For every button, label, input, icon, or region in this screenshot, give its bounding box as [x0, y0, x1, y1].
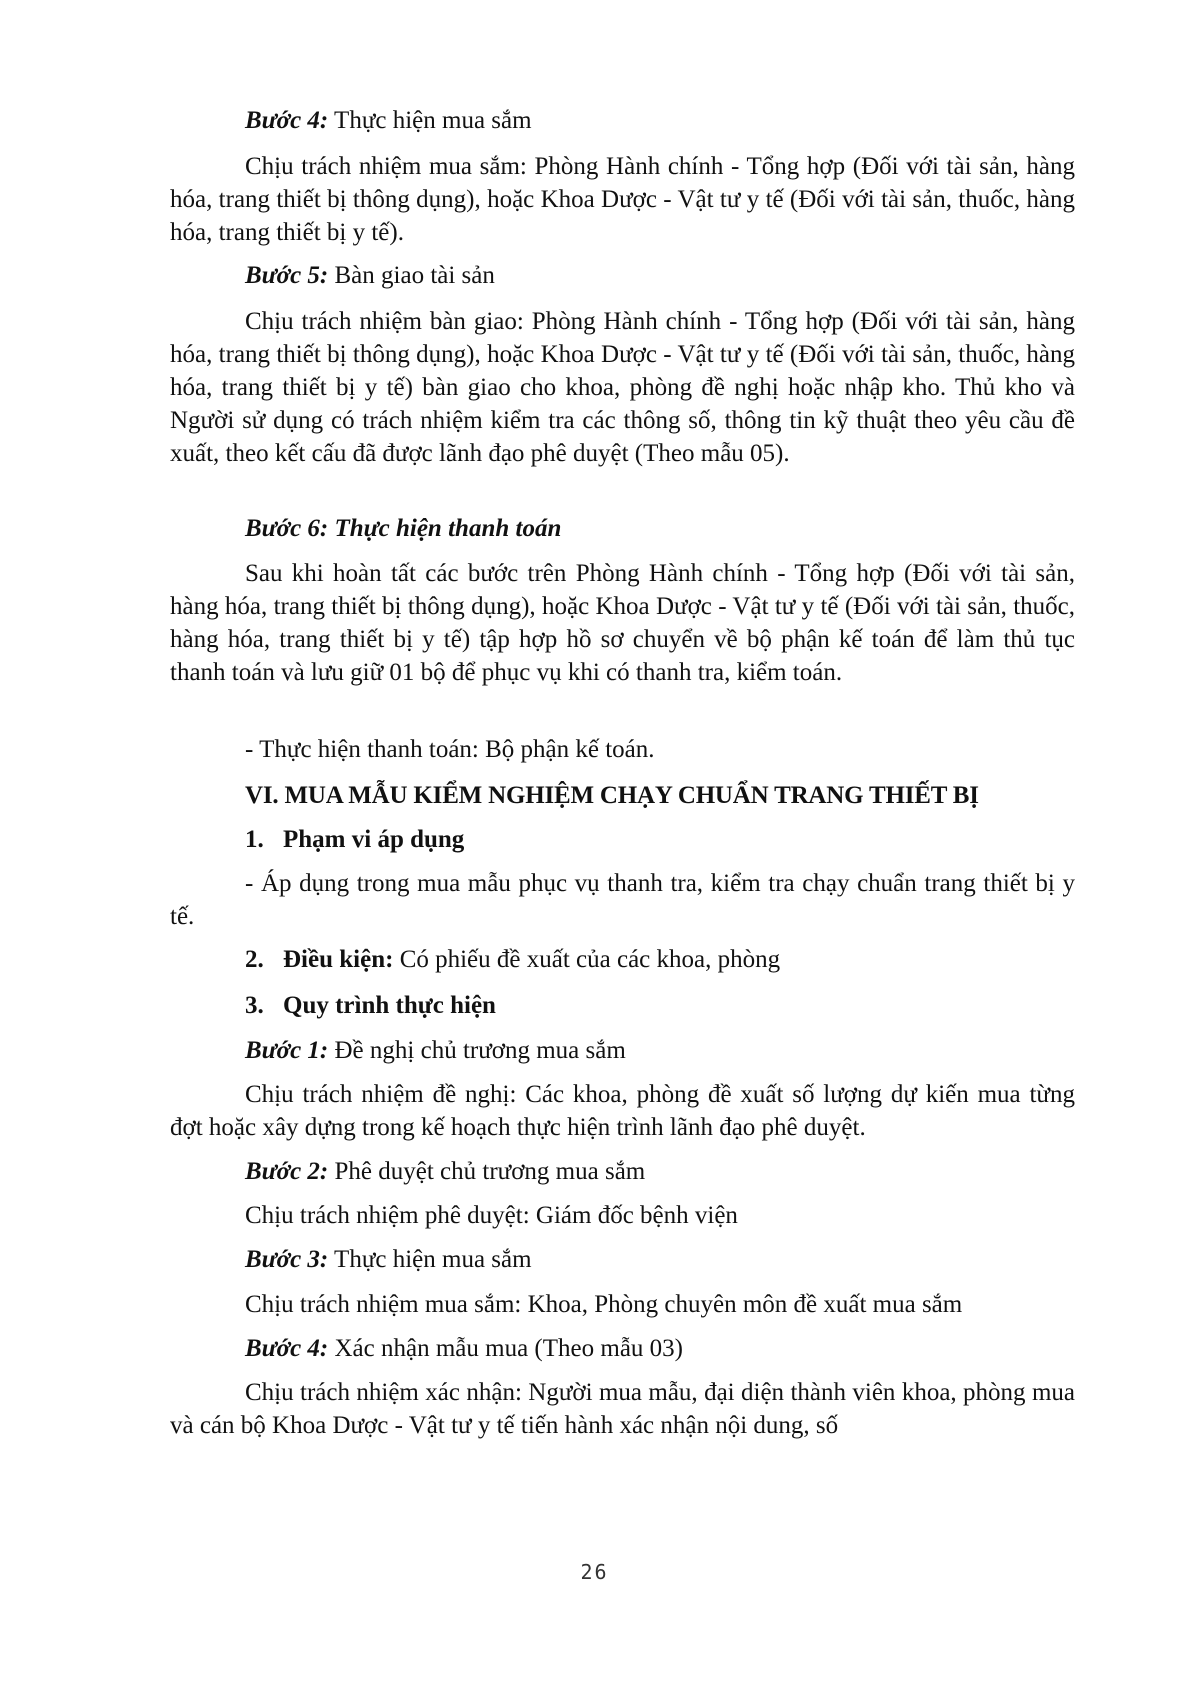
paragraph: Chịu trách nhiệm mua sắm: Phòng Hành chính - Tổng hợp (Đối với tài sản, hàng hóa, trang thiết bị thông dụng), hoặc Khoa Dược - Vật tư y tế (Đối với tài sản, thuốc, hàng hóa, trang thiết bị y tế).: [170, 153, 1075, 246]
step-heading: Bước 1: Đề nghị chủ trương mua sắm: [245, 1037, 626, 1064]
step-heading: Bước 6: Thực hiện thanh toán: [245, 515, 562, 542]
step-heading: Bước 5: Bàn giao tài sản: [245, 262, 495, 289]
paragraph: - Thực hiện thanh toán: Bộ phận kế toán.: [245, 736, 655, 763]
paragraph: Sau khi hoàn tất các bước trên Phòng Hành chính - Tổng hợp (Đối với tài sản, hàng hóa, trang thiết bị thông dụng), hoặc Khoa Dược - Vật tư y tế (Đối với tài sản, thuốc, hàng hóa, trang thiết bị y tế) tập hợp hồ sơ chuyển về bộ phận kế toán để làm thủ tục thanh toán và lưu giữ 01 bộ để phục vụ khi có thanh tra, kiểm toán.: [170, 560, 1075, 686]
step-heading: Bước 4: Thực hiện mua sắm: [245, 107, 532, 134]
section-heading: VI. MUA MẪU KIỂM NGHIỆM CHẠY CHUẨN TRANG THIẾT BỊ: [245, 782, 979, 809]
numbered-heading: 2. Điều kiện: Có phiếu đề xuất của các khoa, phòng: [245, 946, 781, 973]
paragraph: Chịu trách nhiệm đề nghị: Các khoa, phòng đề xuất số lượng dự kiến mua từng đợt hoặc xây dựng trong kế hoạch thực hiện trình lãnh đạo phê duyệt.: [170, 1081, 1075, 1141]
paragraph: Chịu trách nhiệm bàn giao: Phòng Hành chính - Tổng hợp (Đối với tài sản, hàng hóa, trang thiết bị thông dụng), hoặc Khoa Dược - Vật tư y tế (Đối với tài sản, thuốc, hàng hóa, trang thiết bị y tế) bàn giao cho khoa, phòng đề nghị hoặc nhập kho. Thủ kho và Người sử dụng có trách nhiệm kiểm tra các thông số, thông tin kỹ thuật theo yêu cầu đề xuất, theo kết cấu đã được lãnh đạo phê duyệt (Theo mẫu 05).: [170, 308, 1075, 467]
step-heading: Bước 2: Phê duyệt chủ trương mua sắm: [245, 1158, 646, 1185]
paragraph: Chịu trách nhiệm mua sắm: Khoa, Phòng chuyên môn đề xuất mua sắm: [245, 1291, 963, 1318]
paragraph: - Áp dụng trong mua mẫu phục vụ thanh tra, kiểm tra chạy chuẩn trang thiết bị y tế.: [170, 870, 1075, 930]
numbered-heading: 1. Phạm vi áp dụng: [245, 826, 465, 853]
paragraph: Chịu trách nhiệm phê duyệt: Giám đốc bệnh viện: [245, 1202, 738, 1229]
step-heading: Bước 4: Xác nhận mẫu mua (Theo mẫu 03): [245, 1335, 683, 1362]
step-heading: Bước 3: Thực hiện mua sắm: [245, 1246, 532, 1273]
paragraph: Chịu trách nhiệm xác nhận: Người mua mẫu, đại diện thành viên khoa, phòng mua và cán bộ Khoa Dược - Vật tư y tế tiến hành xác nhận nội dung, số: [170, 1379, 1075, 1439]
numbered-heading: 3. Quy trình thực hiện: [245, 992, 496, 1019]
page-number: 26: [580, 1560, 609, 1584]
